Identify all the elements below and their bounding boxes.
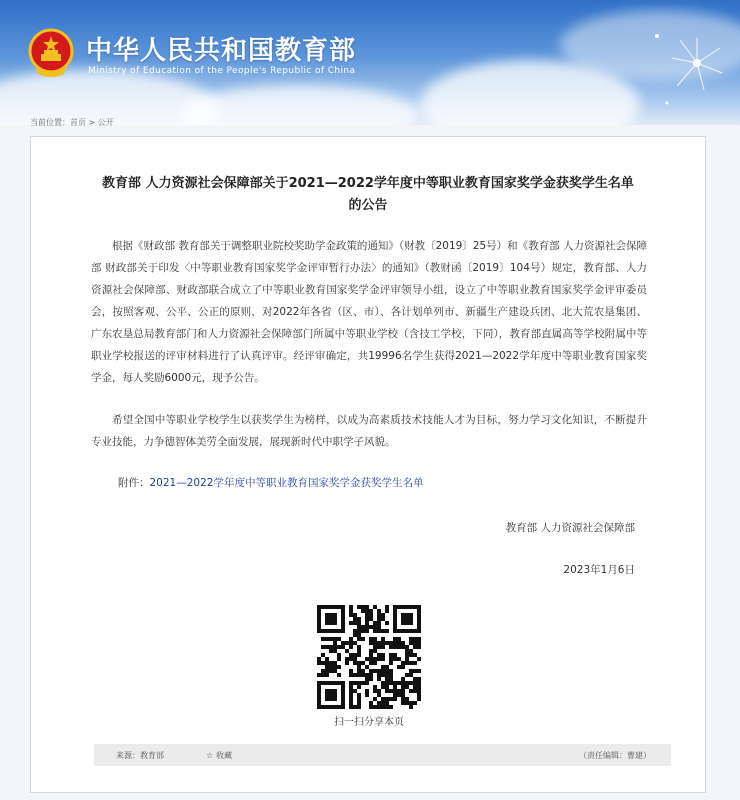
footer-source: 来源：教育部 (116, 751, 164, 760)
breadcrumb (30, 117, 114, 128)
attachment (118, 475, 423, 490)
qr-share-label: 扫一扫分享本页 (334, 717, 404, 728)
article-title-line2: 的公告 (348, 198, 388, 213)
article-title-line1: 教育部 人力资源社会保障部关于2021—2022学年度中等职业教育国家奖学金获奖学生名单 (102, 176, 634, 191)
article-footer (94, 744, 671, 766)
attachment-link[interactable]: 2021—2022学年度中等职业教育国家奖学金获奖学生名单 (149, 477, 424, 489)
signature: 教育部 人力资源社会保障部 (505, 522, 635, 534)
national-emblem-icon[interactable] (28, 28, 74, 78)
breadcrumb-separator: > (86, 118, 98, 127)
site-header-banner (0, 0, 740, 125)
star-icon: ☆ (206, 751, 214, 760)
favorite-label: 收藏 (216, 751, 233, 760)
site-subtitle: Ministry of Education of the People's Republic of China (88, 66, 356, 76)
footer-editor: （责任编辑：曹建） (579, 751, 651, 760)
dandelion-decoration-icon (642, 18, 732, 118)
breadcrumb-prefix: 当前位置： (30, 118, 70, 127)
breadcrumb-current-link[interactable]: 公开 (97, 118, 114, 127)
article-paragraph-2: 希望全国中等职业学校学生以获奖学生为榜样，以成为高素质技术技能人才为目标，努力学习文化知识，不断提升专业技能，力争德智体美劳全面发展，展现新时代中职学子风貌。 (91, 414, 647, 448)
article-paragraph-1: 根据《财政部 教育部关于调整职业院校奖助学金政策的通知》（财教〔2019〕25号）和《教育部 人力资源社会保障部 财政部关于印发〈中等职业教育国家奖学金评审暂行办法〉的通知》（教财函〔2019〕104号）规定，教育部、人力资源社会保障部、财政部联合成立了中等职业教育国家奖学金评审领导小组，设立了中等职业教育国家奖学金评审委员会，按照客观、公平、公正的原则，对2022年各省（区、市）、各计划单列市、新疆生产建设兵团、北大荒农垦集团、广东农垦总局教育部门和人力资源社会保障部门所属中等职业学校（含技工学校，下同），教育部直属高等学校附属中等职业学校报送的评审材料进行了认真评审。经评审确定，共19996名学生获得2021—2022学年度中等职业教育国家奖学金，每人奖励6000元，现予公告。 (91, 240, 648, 384)
site-title[interactable]: 中华人民共和国教育部 (86, 36, 357, 66)
favorite-button[interactable] (206, 750, 232, 761)
attachment-label: 附件： (118, 477, 150, 489)
qr-code-icon (317, 605, 421, 709)
publish-date: 2023年1月6日 (563, 564, 635, 576)
article-title (71, 173, 665, 217)
article-panel (30, 136, 706, 793)
breadcrumb-home-link[interactable]: 首页 (70, 118, 86, 127)
